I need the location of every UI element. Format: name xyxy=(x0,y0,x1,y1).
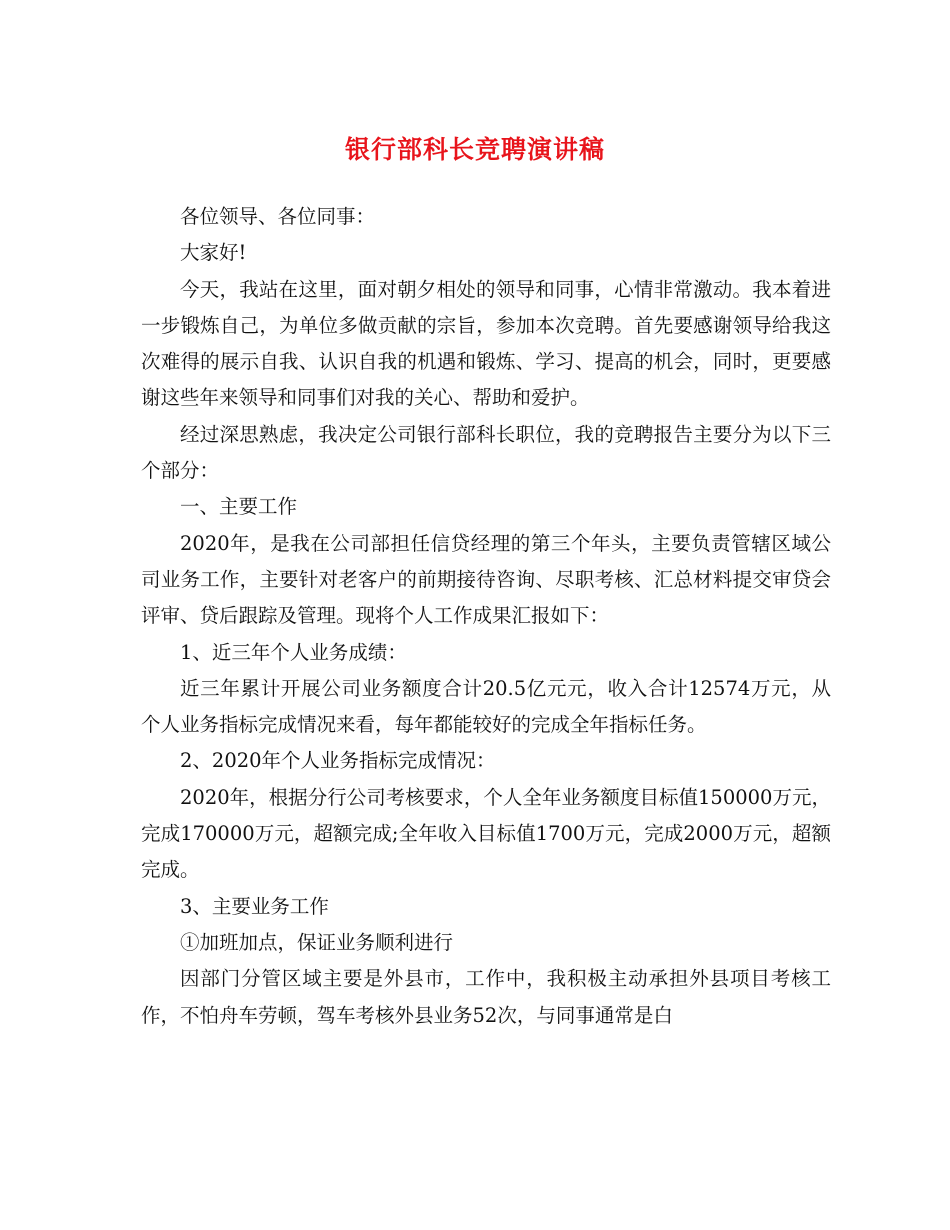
subheading-three-year-results: 1、近三年个人业务成绩： xyxy=(180,640,407,664)
subheading-2020-targets: 2、2020年个人业务指标完成情况： xyxy=(180,749,496,773)
subheading-overtime: ①加班加点，保证业务顺利进行 xyxy=(180,930,454,954)
paragraph-outline: 经过深思熟虑，我决定公司银行部科长职位，我的竞聘报告主要分为以下三个部分： xyxy=(141,422,831,483)
document-title: 银行部科长竞聘演讲稿 xyxy=(344,135,605,164)
paragraph-intro: 今天，我站在这里，面对朝夕相处的领导和同事，心情非常激动。我本着进一步锻炼自己，为单位多做贡献的宗旨，参加本次竞聘。首先要感谢领导给我这次难得的展示自我、认识自我的机遇和锻炼、学习、提高的机会，同时，更要感谢这些年来领导和同事们对我的关心、帮助和爱护。 xyxy=(141,277,831,410)
paragraph-three-year-results: 近三年累计开展公司业务额度合计20.5亿元元，收入合计12574万元，从个人业务指标完成情况来看，每年都能较好的完成全年指标任务。 xyxy=(141,676,831,737)
subheading-main-business: 3、主要业务工作 xyxy=(180,894,329,918)
paragraph-work-summary: 2020年，是我在公司部担任信贷经理的第三个年头，主要负责管辖区域公司业务工作，主要针对老客户的前期接待咨询、尽职考核、汇总材料提交审贷会评审、贷后跟踪及管理。现将个人工作成果汇报如下： xyxy=(141,531,831,628)
paragraph-2020-targets: 2020年，根据分行公司考核要求，个人全年业务额度目标值150000万元，完成170000万元，超额完成;全年收入目标值1700万元，完成2000万元，超额完成。 xyxy=(141,785,831,882)
document-body xyxy=(141,199,831,1034)
heading-main-work: 一、主要工作 xyxy=(180,495,298,519)
paragraph-overtime: 因部门分管区域主要是外县市，工作中，我积极主动承担外县项目考核工作，不怕舟车劳顿，驾车考核外县业务52次，与同事通常是白 xyxy=(141,967,831,1027)
paragraph-hello: 大家好! xyxy=(180,241,247,265)
paragraph-greeting: 各位领导、各位同事： xyxy=(180,205,376,228)
